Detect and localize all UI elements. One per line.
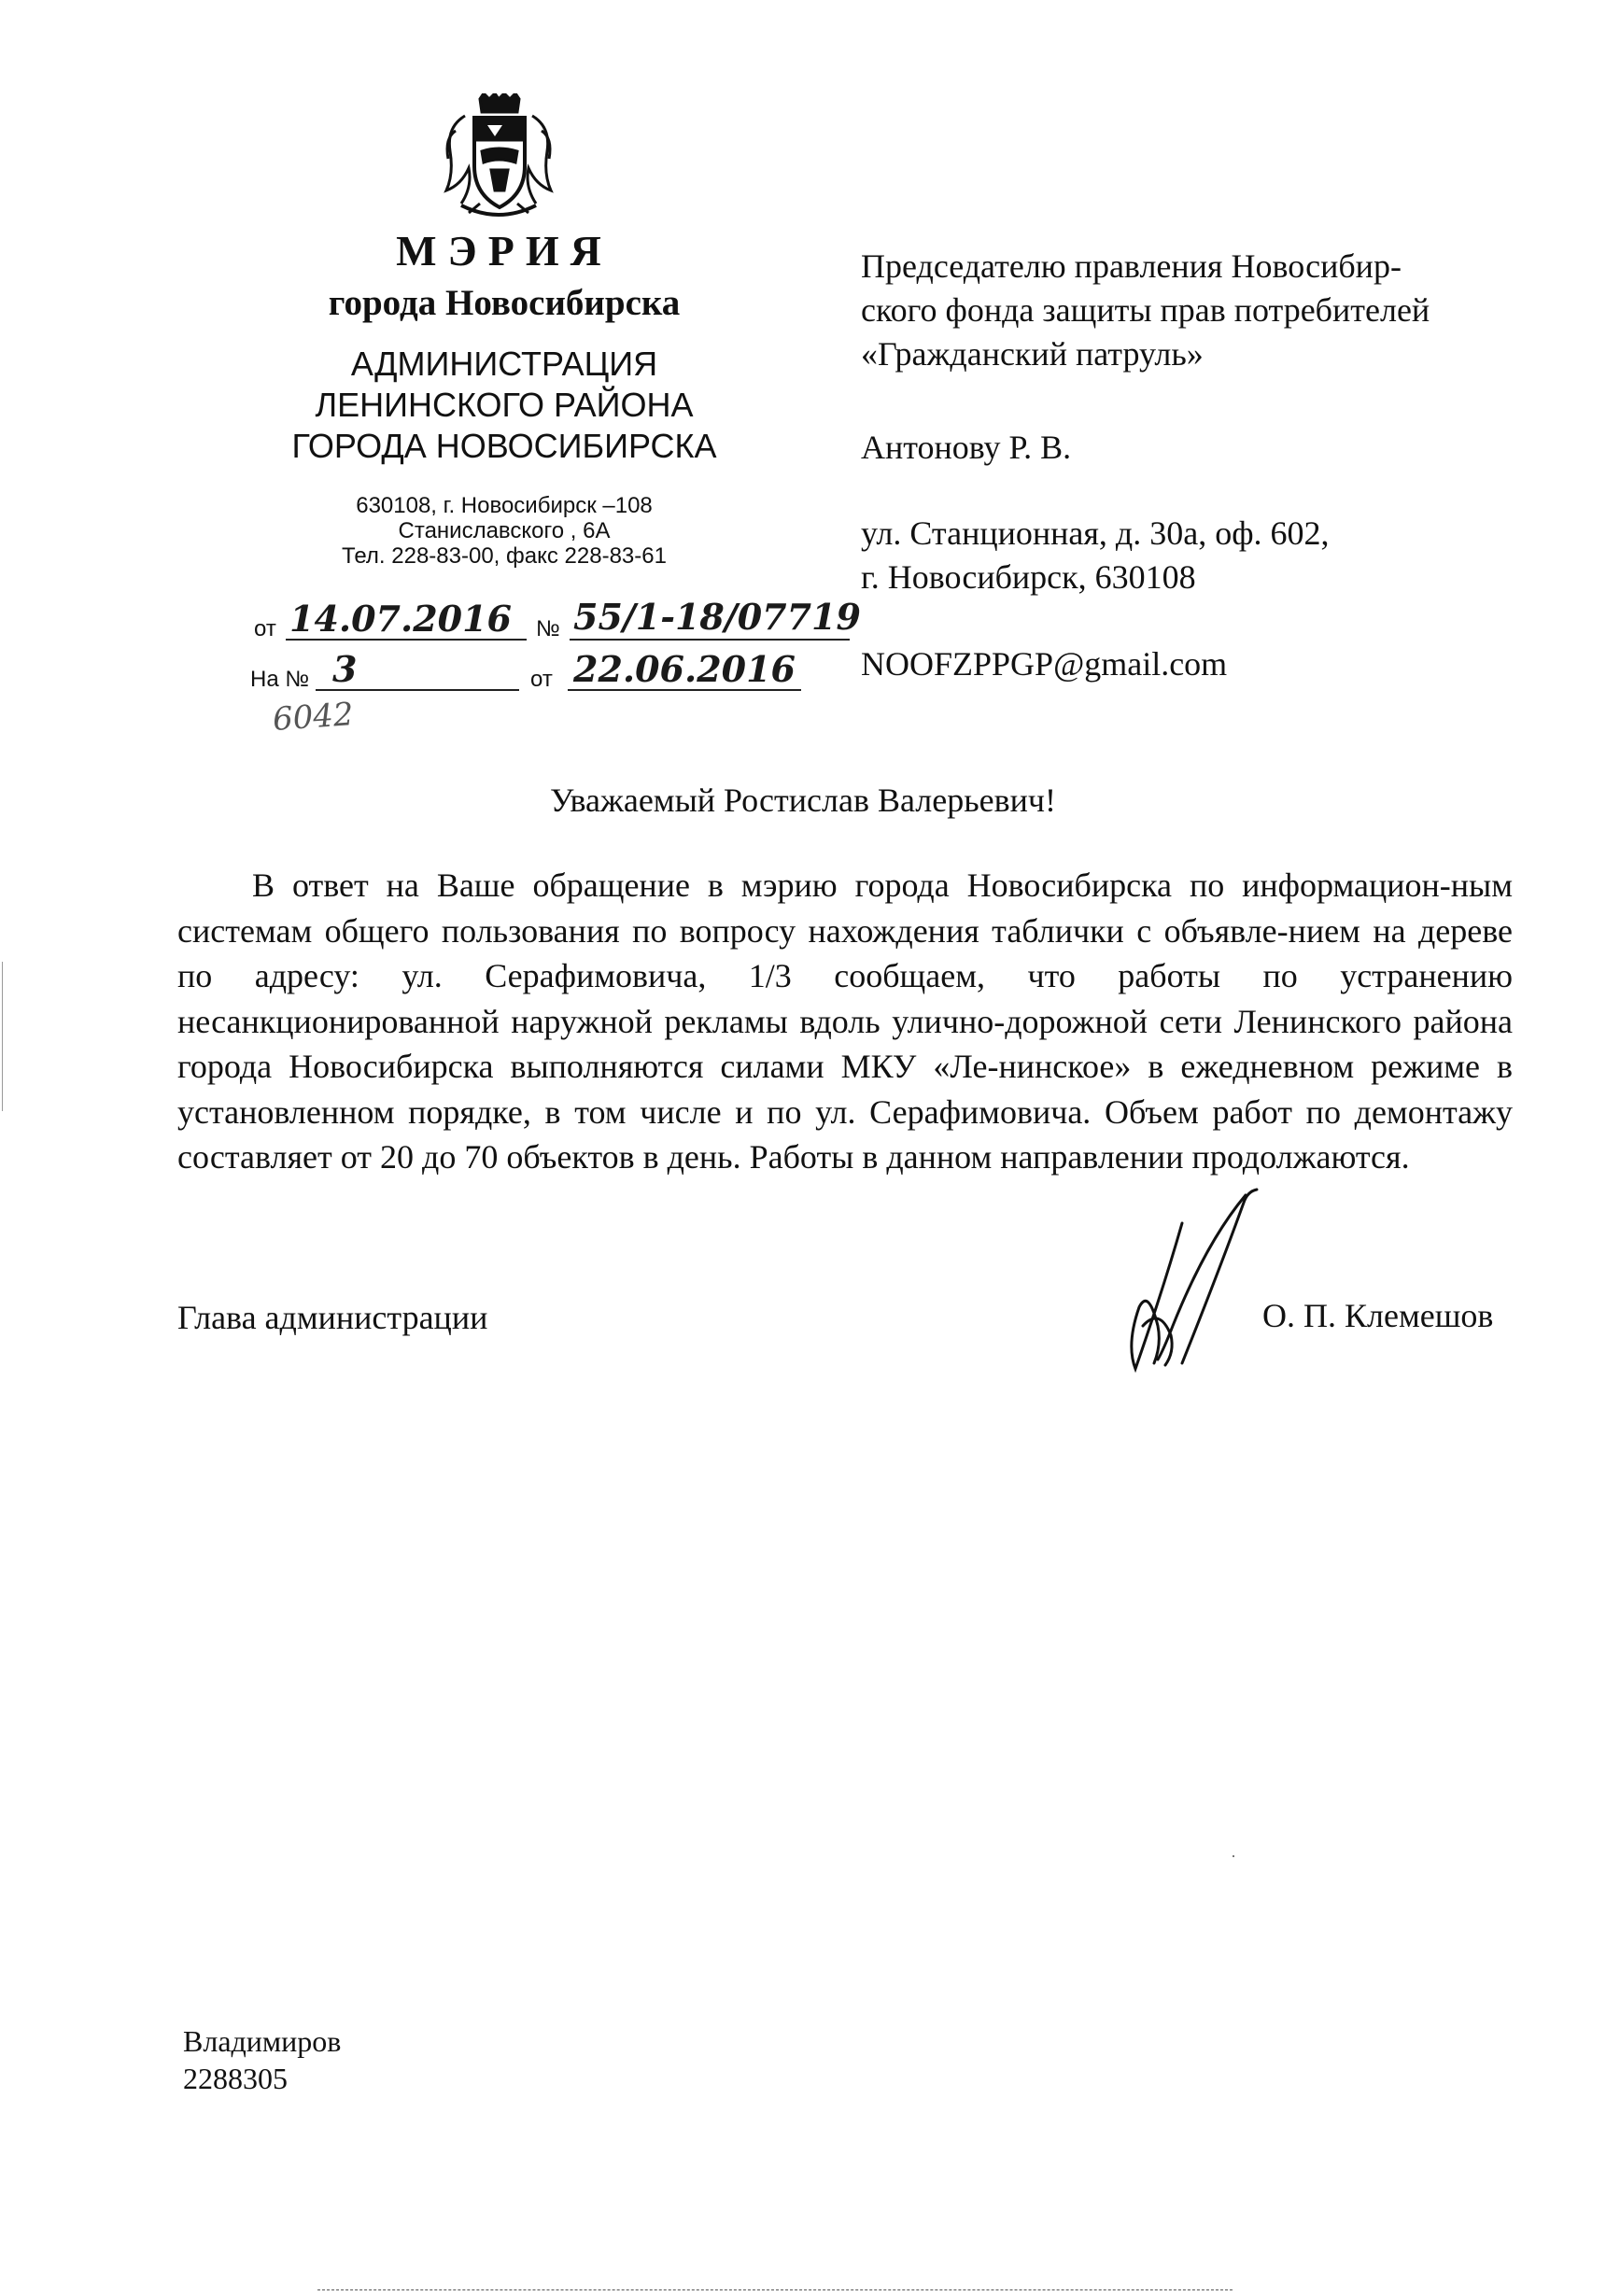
scan-bottom-line — [317, 2289, 1233, 2290]
number-label: № — [536, 616, 560, 641]
outgoing-number-value: 55/1-18/07719 — [573, 596, 861, 638]
recipient-name: Антонову Р. В. — [861, 429, 1072, 466]
reply-number-value: 3 — [332, 648, 358, 690]
handwritten-signature — [1117, 1186, 1275, 1373]
recipient-line: ского фонда защиты прав потребителей — [861, 291, 1430, 329]
date-underline — [286, 639, 527, 641]
scan-edge-mark — [2, 962, 3, 1111]
executor-name: Владимиров — [183, 2024, 342, 2058]
mayoralty-heading: МЭРИЯ — [396, 227, 613, 275]
admin-line: ГОРОДА НОВОСИБИРСКА — [291, 427, 717, 465]
recipient-address-line: г. Новосибирск, 630108 — [861, 558, 1196, 596]
reply-date-underline — [568, 689, 801, 691]
city-heading: города Новосибирска — [328, 283, 681, 323]
reply-date-value: 22.06.2016 — [573, 648, 796, 690]
recipient-line: «Гражданский патруль» — [861, 335, 1204, 373]
letterhead-address — [215, 493, 794, 569]
number-underline — [570, 639, 850, 641]
greeting: Уважаемый Ростислав Валерьевич! — [550, 782, 1056, 819]
executor-block — [183, 2022, 341, 2097]
recipient-address-line: ул. Станционная, д. 30а, оф. 602, — [861, 514, 1330, 552]
coat-of-arms-emblem — [437, 93, 560, 224]
body-paragraph: В ответ на Ваше обращение в мэрию города Новосибирска по информацион-ным системам общего пользования по вопросу нахождения таблички с объявле-нием на дереве по адресу: ул. Серафимовича, 1/3 сообщаем, что работы по устранению несанкционированной наружной рекламы вдоль улично-дорожной сети Ленинского района города Новосибирска выполняются силами МКУ «Ле-нинское» в ежедневном режиме в установленном порядке, в том числе и по ул. Серафимовича. Объем работ по демонтажу составляет от 20 до 70 объектов в день. Работы в данном направлении продолжаются. — [177, 866, 1513, 1176]
reply-date-label: от — [530, 667, 553, 692]
date-label: от — [254, 616, 276, 641]
executor-phone: 2288305 — [183, 2062, 288, 2095]
address-line: Станиславского , 6А — [398, 518, 611, 543]
signatory-name: О. П. Клемешов — [1262, 1297, 1494, 1334]
recipient-address — [861, 512, 1533, 599]
recipient-title — [861, 245, 1533, 376]
recipient-email: NOOFZPPGP@gmail.com — [861, 645, 1228, 683]
handwritten-note: 6042 — [271, 696, 355, 739]
address-line: Тел. 228-83-00, факс 228-83-61 — [342, 543, 667, 569]
reply-label: На № — [250, 667, 310, 692]
admin-line: АДМИНИСТРАЦИЯ — [350, 345, 658, 383]
outgoing-date-value: 14.07.2016 — [289, 598, 512, 640]
administration-heading — [215, 344, 794, 467]
admin-line: ЛЕНИНСКОГО РАЙОНА — [315, 386, 694, 424]
reply-number-underline — [316, 689, 519, 691]
recipient-line: Председателю правления Новосибир- — [861, 247, 1402, 285]
signatory-position: Глава администрации — [177, 1299, 488, 1336]
address-line: 630108, г. Новосибирск –108 — [356, 493, 653, 518]
scan-dot — [1233, 1855, 1234, 1857]
